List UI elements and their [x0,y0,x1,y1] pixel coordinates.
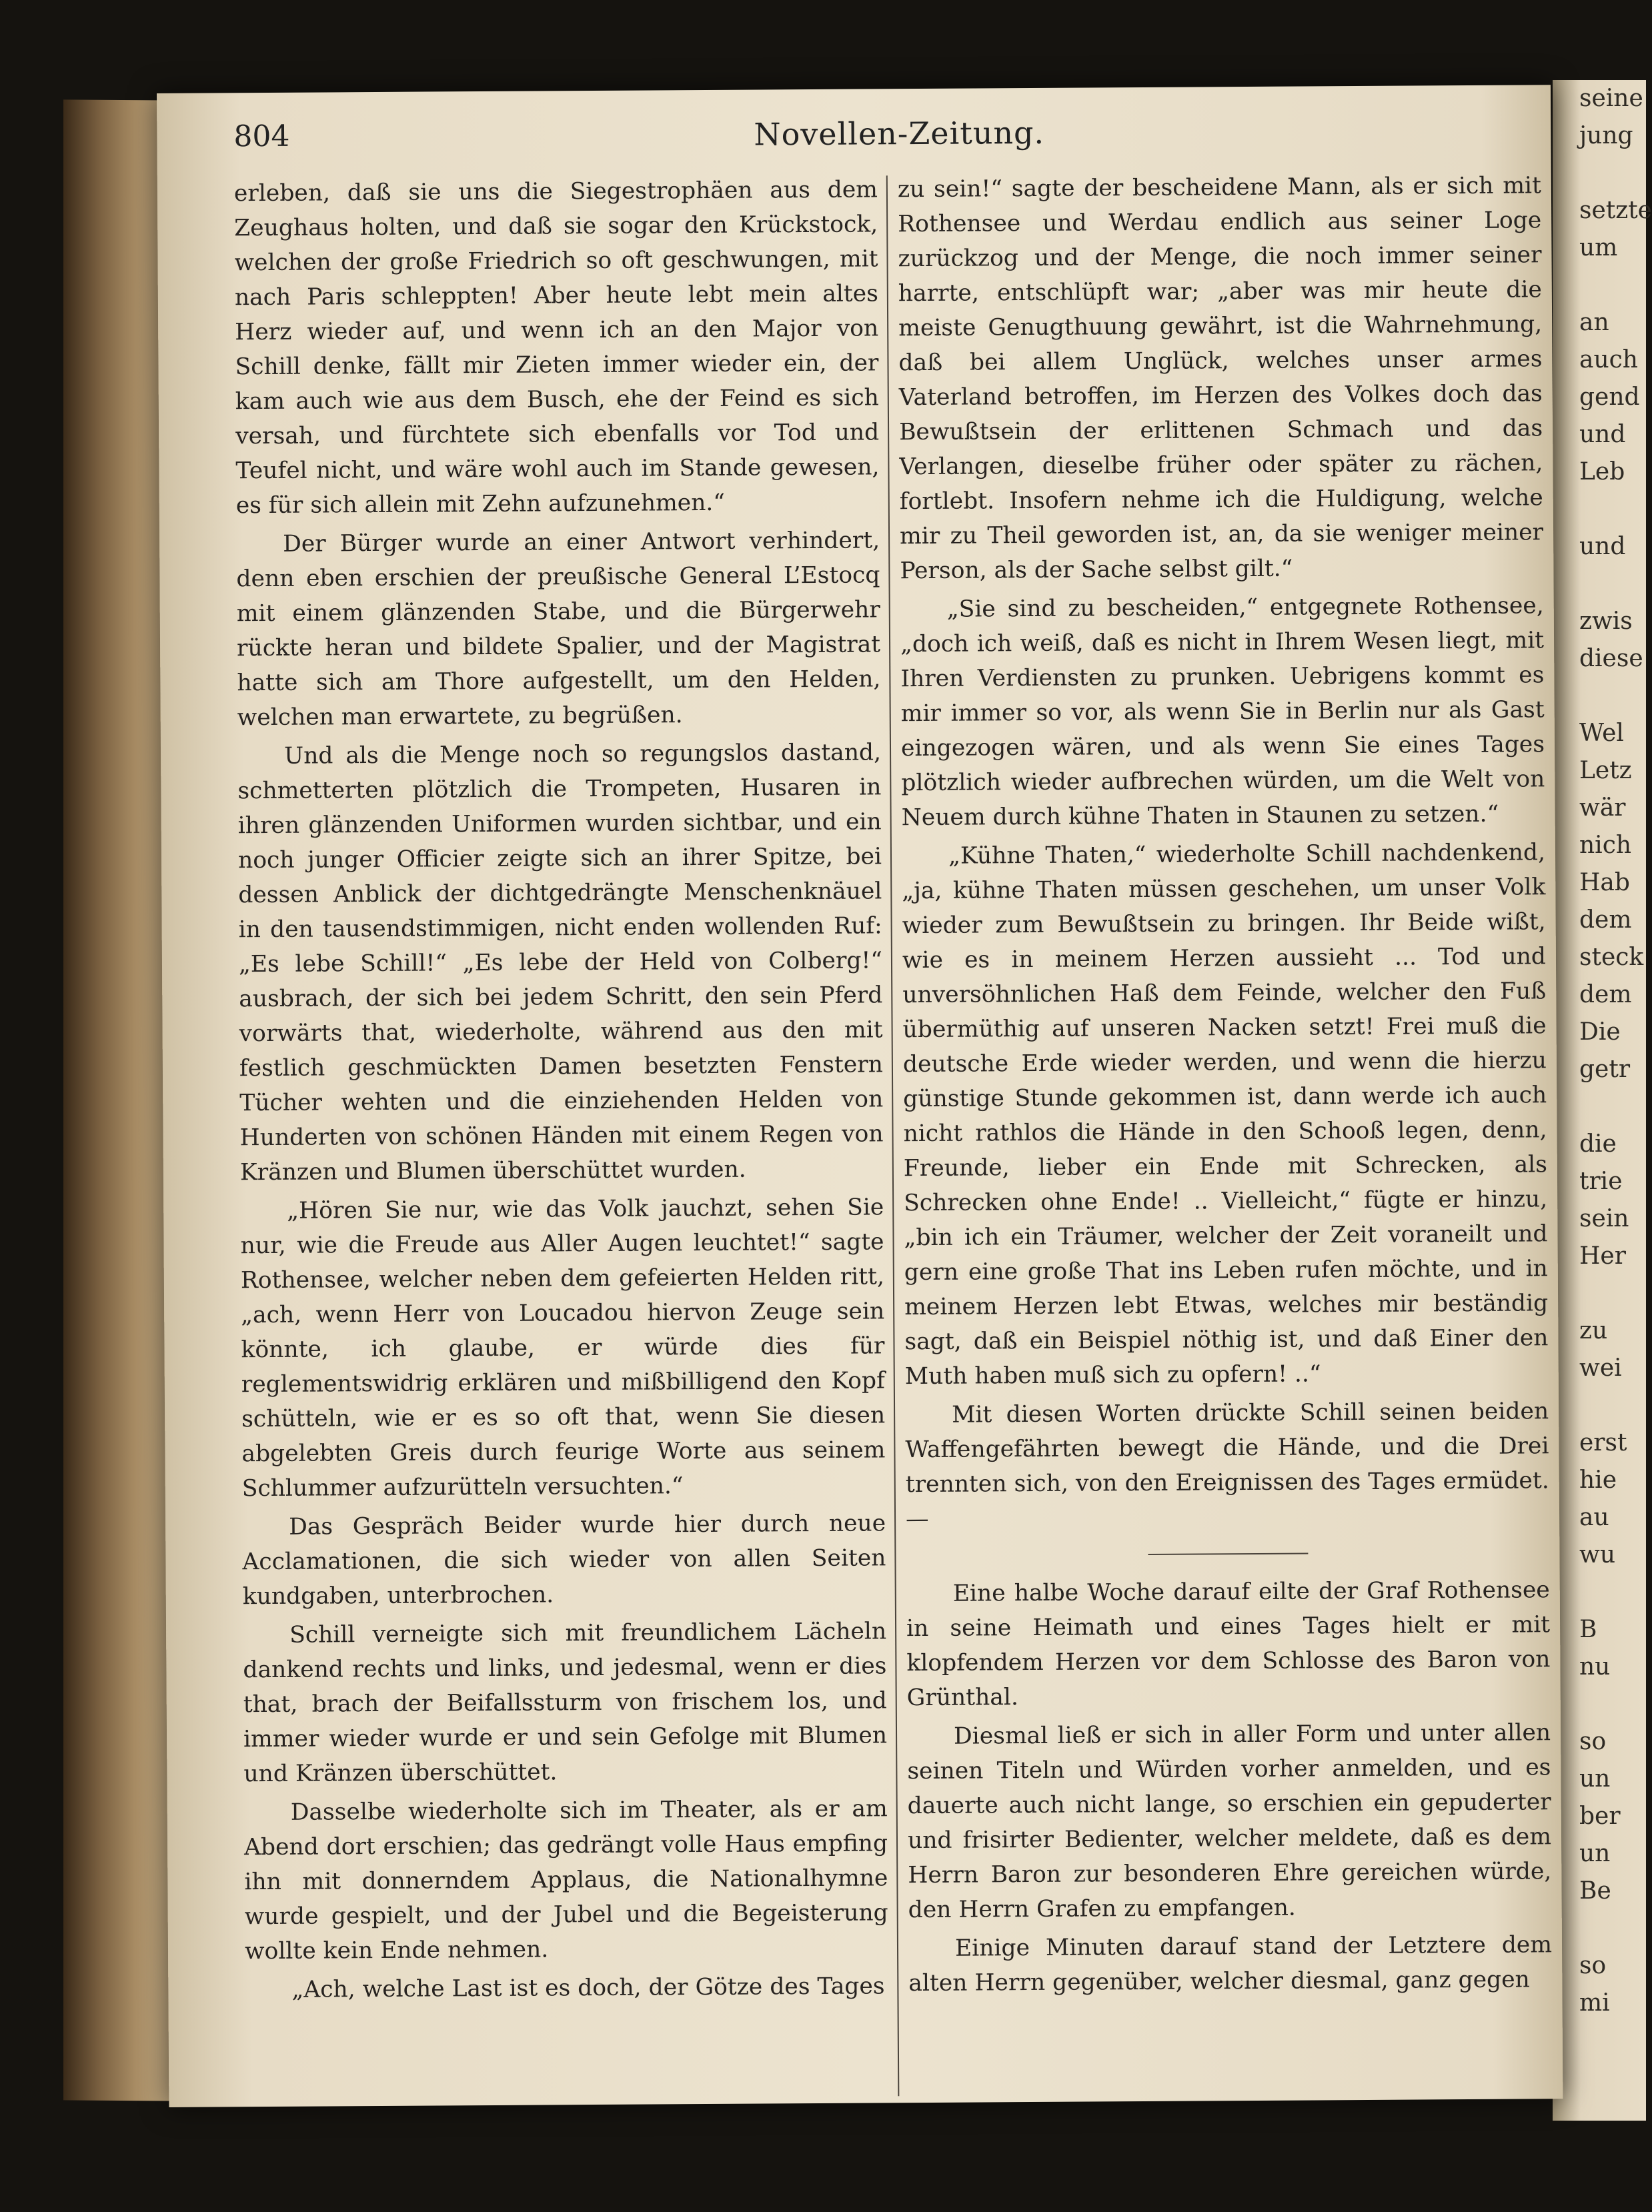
facing-page-fragment [1553,155,1646,192]
facing-page-fragment: un [1579,1765,1611,1793]
facing-page-fragment [1553,1686,1646,1723]
facing-page-fragment [1553,1574,1646,1611]
facing-page-fragment: sein [1579,1205,1629,1232]
facing-page-fragment: die [1579,1130,1617,1158]
paragraph: „Ach, welche Last ist es doch, der Götze des Tages [291,1973,885,2003]
paragraph: „Kühne Thaten,“ wiederholte Schill nachdenkend, „ja, kühne Thaten müssen geschehen, um unser Volk wieder zum Bewußtsein zu bringen. Ihr Beide wißt, wie es in meinem Herzen aussieht ... Tod und unversöhnlichen Haß dem Feinde, welcher den Fuß übermüthig auf unseren Nacken setzt! Frei muß die deutsche Erde wieder werden, und wenn die hierzu günstige Stunde gekommen ist, dann werde ich auch nicht rathlos die Hände in den Schooß legen, denn, Freunde, lieber ein Ende mit Schrecken, als Schrecken ohne Ende! .. Vielleicht,“ fügte er hinzu, „bin ich ein Träumer, welcher der Zeit voraneilt und gern eine große That ins Leben rufen möchte, und in meinem Herzen lebt Etwas, welches mir beständig sagt, daß ein Beispiel nöthig ist, und daß Einer den Muth haben muß sich zu opfern! ..“ [902,839,1549,1390]
facing-page-fragment: erst [1579,1429,1627,1456]
facing-page-fragment [1553,566,1646,603]
running-title: Novellen-Zeitung. [754,114,1045,153]
section-divider-rule [1148,1552,1308,1554]
facing-page-fragment: Leb [1579,458,1625,485]
paragraph: Mit diesen Worten drückte Schill seinen beiden Waffengefährten bewegt die Hände, und die Drei trennten sich, von den Ereignissen des Tages ermüdet. — [905,1398,1549,1533]
facing-page-fragment [1553,1910,1646,1947]
paragraph: Das Gespräch Beider wurde hier durch neue Acclamationen, die sich wieder von allen Seiten kundgaben, unterbrochen. [242,1510,886,1610]
facing-page-fragment: Die [1579,1018,1621,1046]
facing-page-fragment: getr [1579,1056,1631,1083]
facing-page-fragment: gend [1579,383,1640,411]
facing-page-fragment: nu [1579,1653,1611,1681]
facing-page-fragment: so [1579,1952,1607,1979]
book-page [157,85,1563,2107]
paragraph: „Hören Sie nur, wie das Volk jauchzt, sehen Sie nur, wie die Freude aus Aller Augen leuchtet!“ sagte Rothensee, welcher neben dem gefeierten Helden ritt, „ach, wenn Herr von Loucadou hiervon Zeuge sein könnte, ich glaube, er würde dies für reglementswidrig erklären und mißbilligend den Kopf schütteln, wie er es so oft that, wenn Sie diesen abgelebten Greis durch feurige Worte aus seinem Schlummer aufzurütteln versuchten.“ [240,1194,886,1502]
facing-page-fragment: setzte [1579,197,1652,224]
facing-page-fragment [1553,1088,1646,1126]
facing-page-fragment [1553,678,1646,715]
facing-page-fragment: und [1579,421,1626,448]
paragraph: Einige Minuten darauf stand der Letztere dem alten Herrn gegenüber, welcher diesmal, ganz gegen [908,1931,1553,1997]
facing-page-fragment: um [1579,234,1618,261]
facing-page-fragment: dem [1579,906,1632,934]
facing-page-fragment [1553,267,1646,304]
facing-page-text [1553,80,1652,2022]
facing-page-fragment: nich [1579,832,1632,859]
paragraph: Der Bürger wurde an einer Antwort verhindert, denn eben erschien der preußische General L’Estocq mit einem glänzenden Stabe, und die Bürgerwehr rückte heran und bildete Spalier, und der Magistrat hatte sich am Thore aufgestellt, um den Helden, welchen man erwartete, zu begrüßen. [236,527,881,732]
facing-page-fragment: an [1579,309,1609,336]
facing-page-fragment: hie [1579,1466,1617,1494]
facing-page-fragment: Letz [1579,757,1632,784]
facing-page-fragment: diese [1579,645,1643,672]
facing-page-fragment: Hab [1579,869,1630,896]
facing-page-fragment: jung [1579,122,1633,149]
facing-page-fragment: ber [1579,1803,1621,1830]
facing-page-fragment: steck [1579,944,1644,971]
paragraph: Und als die Menge noch so regungslos dastand, schmetterten plötzlich die Trompeten, Husaren in ihren glänzenden Uniformen wurden sichtbar, und ein noch junger Officier zeigte sich an ihrer Spitze, bei dessen Anblick der dichtgedrängte Menschenknäuel in den tausendstimmigen, nicht enden wollenden Ruf: „Es lebe Schill!“ „Es lebe der Held von Colberg!“ ausbrach, der sich bei jedem Schritt, den sein Pferd vorwärts that, wiederholte, während aus den mit festlich geschmückten Damen besetzten Fenstern Tücher wehten und die einziehenden Helden von Hunderten von schönen Händen mit einem Regen von Kränzen und Blumen überschüttet wurden. [237,739,884,1186]
facing-page-fragment: auch [1579,346,1638,373]
paragraph: erleben, daß sie uns die Siegestrophäen aus dem Zeughaus holten, und daß sie sogar den Krückstock, welchen der große Friedrich so oft geschwungen, mit nach Paris schleppten! Aber heute lebt mein altes Herz wieder auf, und wenn ich an den Major von Schill denke, fällt mir Zieten immer wieder ein, der kam auch wie aus dem Busch, ehe der Feind es sich versah, und fürchtete sich ebenfalls vor Tod und Teufel nicht, und wäre wohl auch im Stande gewesen, es für sich allein mit Zehn aufzunehmen.“ [233,176,880,519]
paragraph: Schill verneigte sich mit freundlichem Lächeln dankend rechts und links, und jedesmal, wenn er dies that, brach der Beifallssturm von frischem los, und immer wieder wurde er und sein Gefolge mit Blumen und Kränzen überschüttet. [243,1618,888,1788]
page-number: 804 [233,119,290,154]
facing-page-fragment: wei [1579,1354,1622,1382]
facing-page-fragment: wu [1579,1541,1615,1568]
facing-page-fragment: und [1579,533,1626,560]
paragraph: Eine halbe Woche darauf eilte der Graf Rothensee in seine Heimath und eines Tages hielt er mit klopfendem Herzen vor dem Schlosse des Baron von Grünthal. [906,1576,1551,1712]
facing-page-fragment: un [1579,1840,1611,1867]
facing-page-fragment: zwis [1579,608,1633,635]
facing-page-fragment: dem [1579,981,1632,1008]
facing-page-fragment: so [1579,1728,1607,1755]
page-header [233,111,1554,166]
facing-page-fragment: Be [1579,1877,1611,1905]
facing-page [1553,80,1652,2121]
facing-page-fragment: au [1579,1504,1609,1531]
facing-page-fragment [1553,1387,1646,1424]
facing-page-fragment: B [1579,1616,1597,1643]
facing-page-fragment: wär [1579,794,1626,822]
column-divider [886,175,900,2096]
paragraph: zu sein!“ sagte der bescheidene Mann, als er sich mit Rothensee und Werdau endlich aus seiner Loge zurückzog und der Menge, die noch immer seiner harrte, entschlüpft war; „aber was mir heute die meiste Genugthuung gewährt, ist die Wahrnehmung, daß bei allem Unglück, welches unser armes Vaterland betroffen, im Herzen des Volkes doch das Bewußtsein der erlittenen Schmach und das Verlangen, dieselbe früher oder später zu rächen, fortlebt. Insofern nehme ich die Huldigung, welche mir zu Theil geworden ist, an, da sie weniger meiner Person, als der Sache selbst gilt.“ [897,172,1544,585]
facing-page-fragment [1553,491,1646,528]
facing-page-fragment: Her [1579,1242,1626,1270]
paragraph: „Sie sind zu bescheiden,“ entgegnete Rothensee, „doch ich weiß, daß es nicht in Ihrem Wesen liegt, mit Ihren Verdiensten zu prunken. Uebrigens kommt es mir immer so vor, als wenn Sie in Berlin nur als Gast eingezogen wären, und als wenn Sie eines Tages plötzlich wieder aufbrechen würden, um die Welt von Neuem durch kühne Thaten in Staunen zu setzen.“ [900,592,1545,832]
paragraph: Diesmal ließ er sich in aller Form und unter allen seinen Titeln und Würden vorher anmelden, und es dauerte auch nicht lange, so erschien ein gepuderter und frisirter Bedienter, welcher meldete, daß es dem Herrn Baron zur besonderen Ehre gereichen würde, den Herrn Grafen zu empfangen. [907,1719,1552,1924]
facing-page-fragment: zu [1579,1317,1608,1344]
facing-page-fragment: trie [1579,1168,1623,1195]
left-column [234,172,889,2011]
right-column [898,168,1553,2005]
facing-page-fragment: Wel [1579,720,1624,747]
paragraph: Dasselbe wiederholte sich im Theater, als er am Abend dort erschien; das gedrängt volle Haus empfing ihn mit donnerndem Applaus, die Nationalhymne wurde gespielt, und der Jubel und die Begeisterung wollte kein Ende nehmen. [243,1795,888,1965]
facing-page-fragment: seine [1579,85,1643,112]
facing-page-fragment: mi [1579,1989,1610,2017]
facing-page-fragment [1553,1275,1646,1312]
